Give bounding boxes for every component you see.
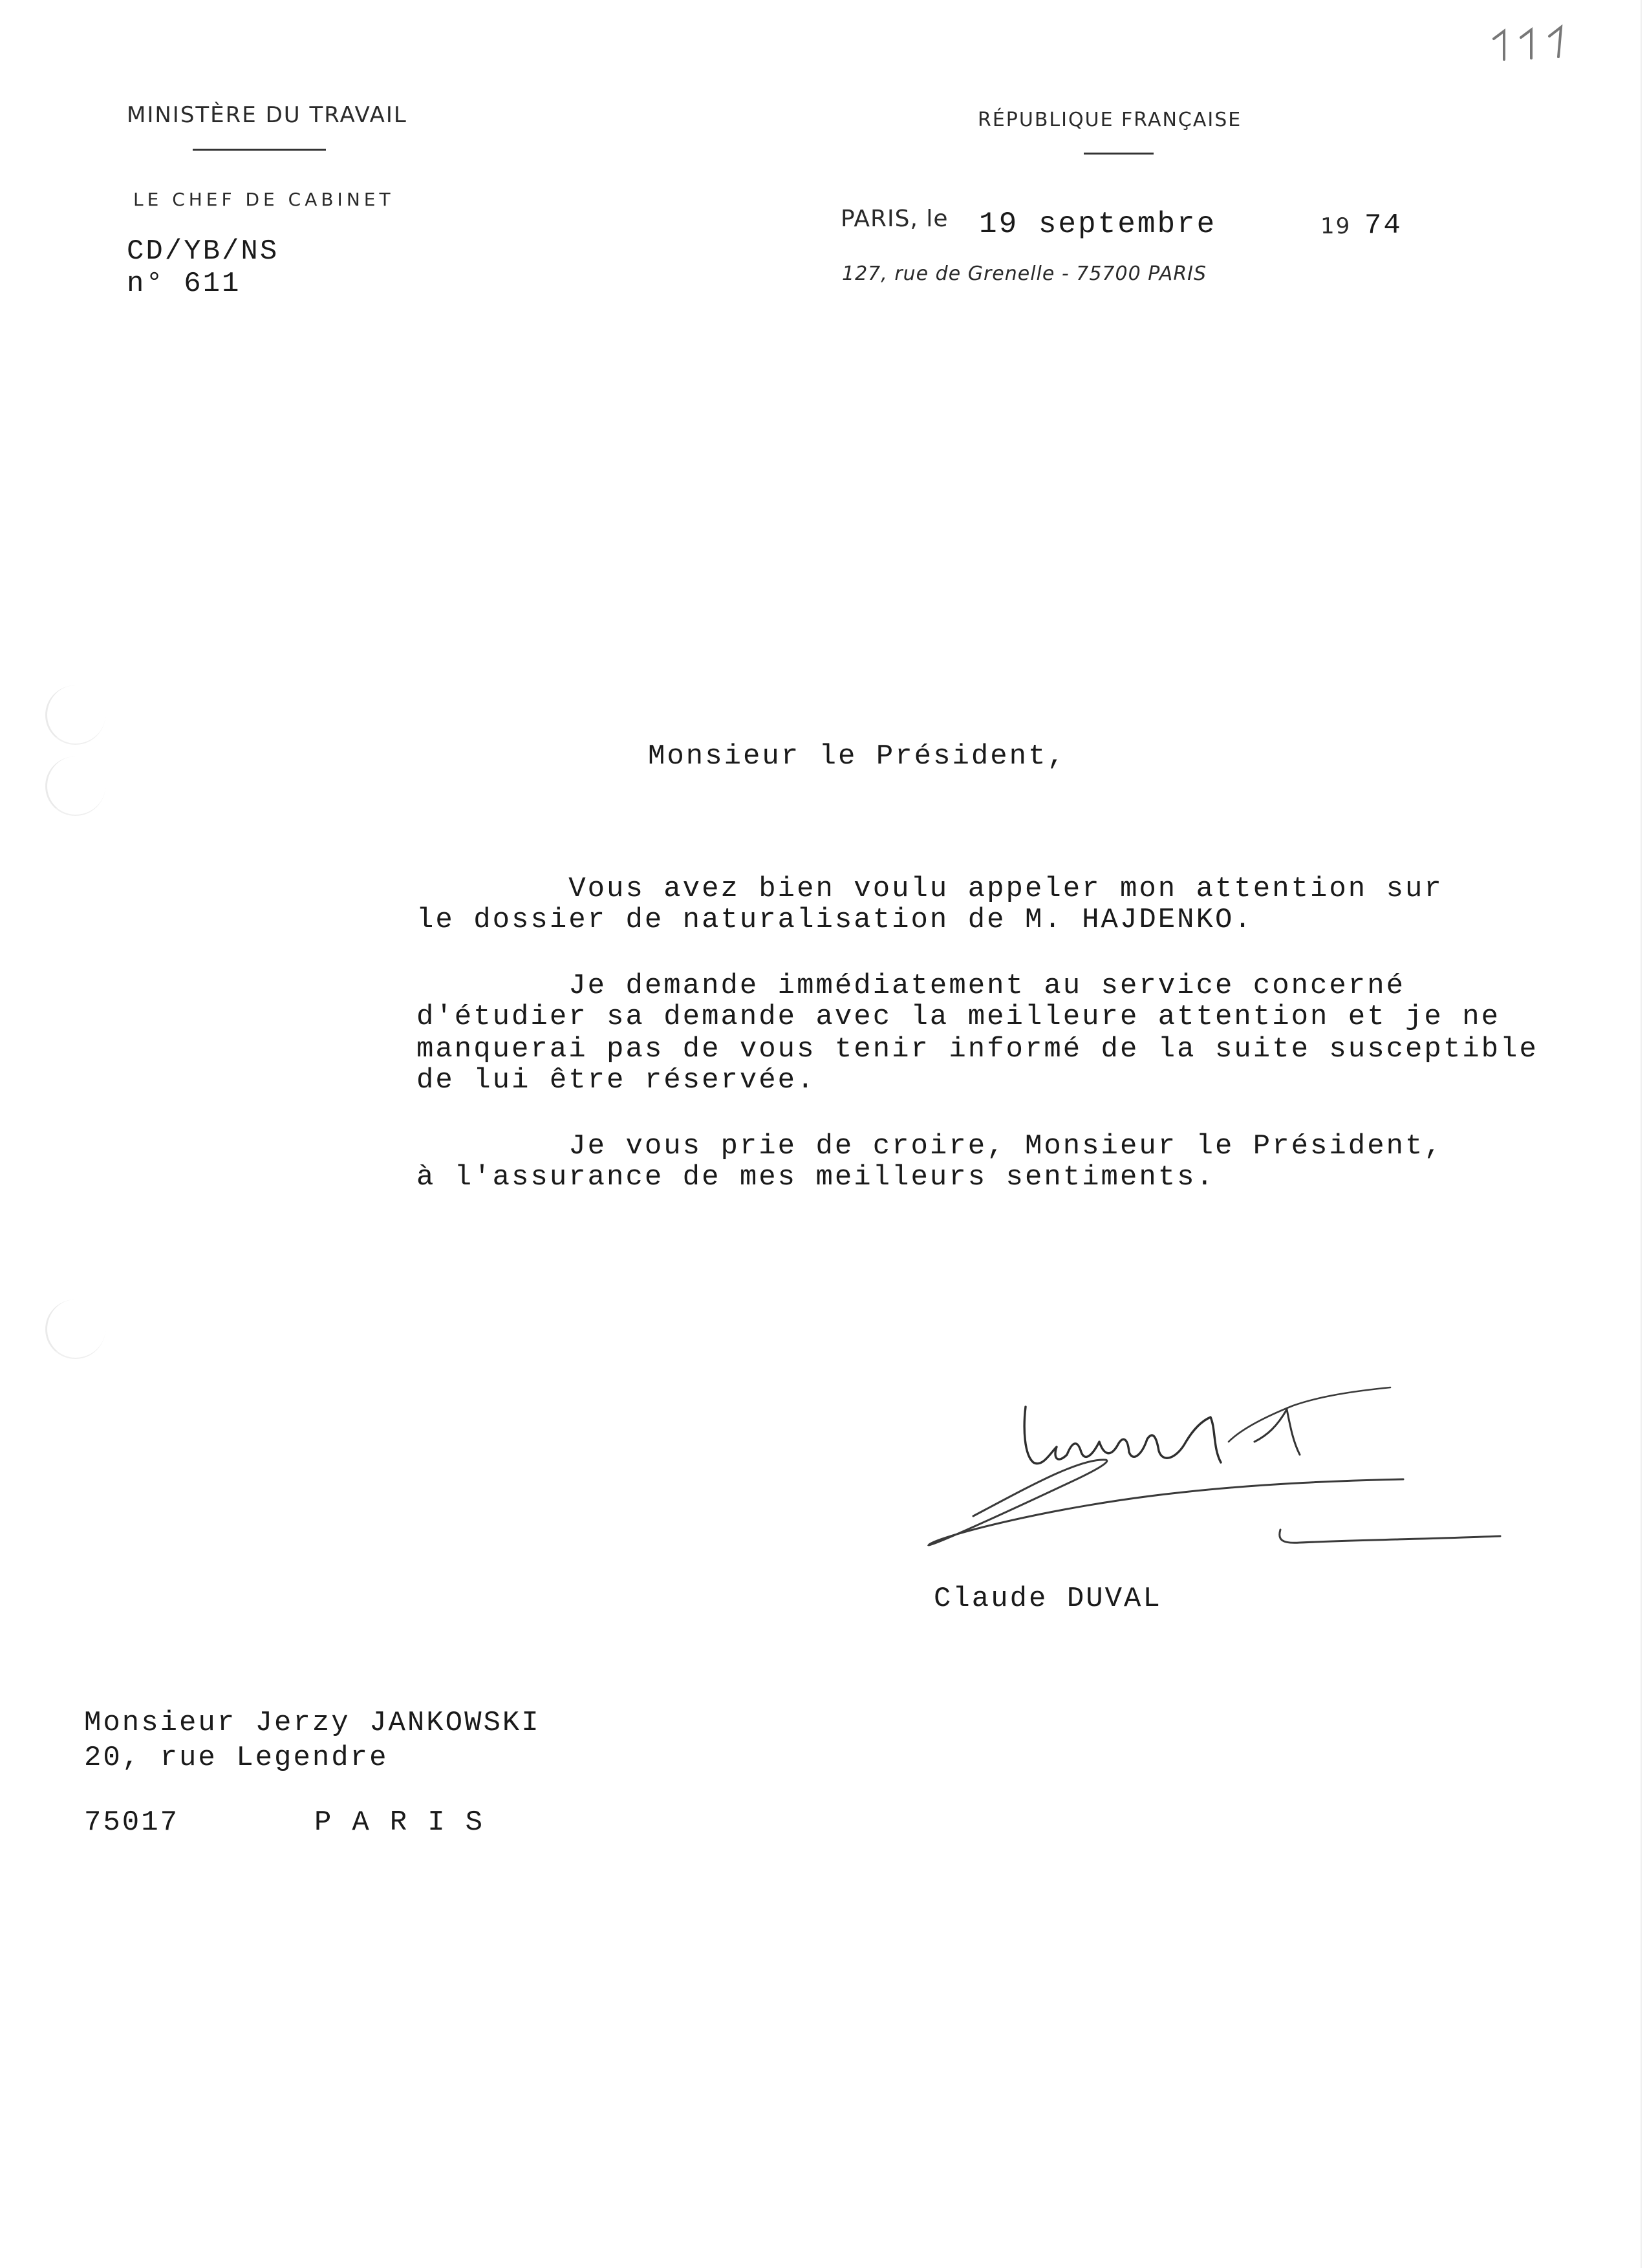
ministry-name: MINISTÈRE DU TRAVAIL xyxy=(127,102,407,128)
recipient-street: 20, rue Legendre xyxy=(84,1742,389,1774)
salutation: Monsieur le Président, xyxy=(648,740,1066,773)
recipient-name: Monsieur Jerzy JANKOWSKI xyxy=(84,1707,541,1739)
letter-line: Je demande immédiatement au service concerné xyxy=(416,970,1406,1002)
letter-line: Vous avez bien voulu appeler mon attention sur xyxy=(416,873,1443,905)
letter-line: de lui être réservée. xyxy=(416,1064,816,1097)
handwritten-signature xyxy=(905,1345,1520,1558)
signatory-name: Claude DUVAL xyxy=(934,1583,1162,1615)
binder-hole-shadow xyxy=(45,1300,105,1359)
binder-hole-shadow xyxy=(45,685,105,745)
letter-date: 19 septembre xyxy=(979,208,1217,241)
letter-line: à l'assurance de mes meilleurs sentiments. xyxy=(416,1161,1215,1193)
letter-line: d'étudier sa demande avec la meilleure attention et je ne xyxy=(416,1001,1501,1033)
place-label: PARIS, le xyxy=(841,206,949,232)
republic-divider xyxy=(1084,153,1154,155)
office-title: LE CHEF DE CABINET xyxy=(133,189,394,210)
reference-code: CD/YB/NS xyxy=(127,235,279,268)
republic-name: RÉPUBLIQUE FRANÇAISE xyxy=(978,109,1242,131)
letter-line: Je vous prie de croire, Monsieur le Président, xyxy=(416,1130,1443,1162)
letter-line: manquerai pas de vous tenir informé de la suite susceptible xyxy=(416,1033,1538,1065)
page-edge xyxy=(1641,0,1642,2268)
letter-line: le dossier de naturalisation de M. HAJDENKO. xyxy=(416,904,1253,936)
binder-hole-shadow xyxy=(45,756,105,816)
ministry-address: 127, rue de Grenelle - 75700 PARIS xyxy=(842,262,1207,285)
ministry-divider xyxy=(193,149,326,151)
archive-number-handwritten xyxy=(1490,19,1580,71)
year-suffix: 74 xyxy=(1364,209,1403,242)
year-prefix: 19 xyxy=(1320,213,1351,239)
recipient-postcode: 75017 xyxy=(84,1806,180,1839)
recipient-city: PARIS xyxy=(314,1806,504,1839)
reference-number: n° 611 xyxy=(127,268,241,300)
